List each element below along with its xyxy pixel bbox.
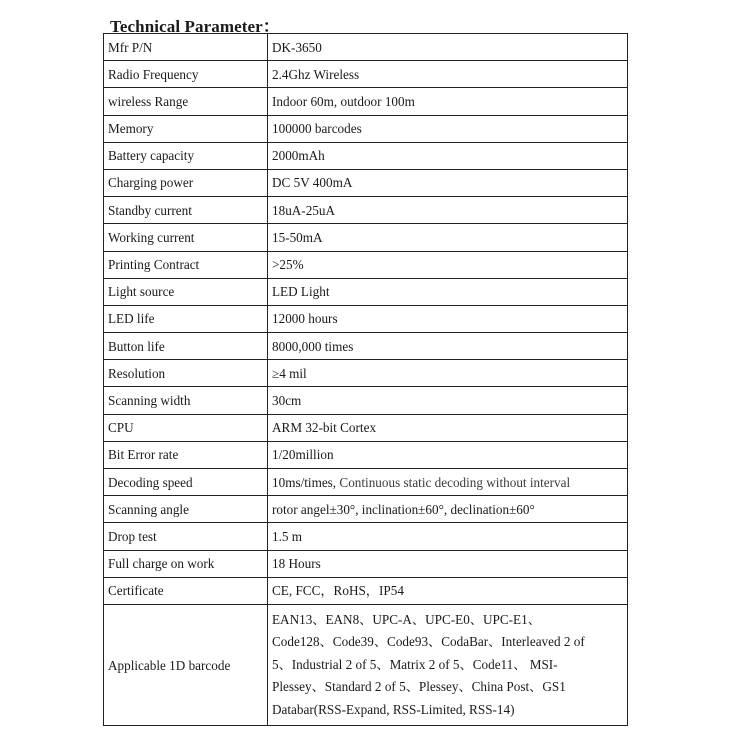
param-label: Applicable 1D barcode	[104, 604, 268, 726]
barcode-line: Plessey、Standard 2 of 5、Plessey、China Post、GS1	[272, 679, 566, 695]
decoding-speed-value: 10ms/times,	[272, 474, 337, 490]
param-value: ARM 32-bit Cortex	[268, 414, 628, 441]
param-value: 100000 barcodes	[268, 115, 628, 142]
table-row	[104, 577, 628, 604]
table-row	[104, 224, 628, 251]
param-label: Scanning width	[104, 387, 268, 414]
technical-parameter-table	[103, 33, 628, 726]
param-label: Radio Frequency	[104, 61, 268, 88]
param-label: Charging power	[104, 169, 268, 196]
param-label: Battery capacity	[104, 142, 268, 169]
param-value: DC 5V 400mA	[268, 169, 628, 196]
param-value: ≥4 mil	[268, 360, 628, 387]
table-row	[104, 142, 628, 169]
table-row	[104, 469, 628, 496]
param-label: Memory	[104, 115, 268, 142]
table-row	[104, 333, 628, 360]
param-value: >25%	[268, 251, 628, 278]
param-label: Drop test	[104, 523, 268, 550]
param-label: Standby current	[104, 197, 268, 224]
param-value: 2000mAh	[268, 142, 628, 169]
table-row	[104, 305, 628, 332]
table-row	[104, 387, 628, 414]
param-label: Decoding speed	[104, 469, 268, 496]
param-label: Mfr P/N	[104, 34, 268, 61]
param-value: 12000 hours	[268, 305, 628, 332]
barcode-line: 5、Industrial 2 of 5、Matrix 2 of 5、Code11、 MSI-	[272, 656, 558, 672]
param-value: 1.5 m	[268, 523, 628, 550]
param-label: LED life	[104, 305, 268, 332]
param-value: rotor angel±30°, inclination±60°, declination±60°	[268, 496, 628, 523]
table-row	[104, 197, 628, 224]
param-label: Full charge on work	[104, 550, 268, 577]
param-value: 30cm	[268, 387, 628, 414]
param-value: 8000,000 times	[268, 333, 628, 360]
table-row	[104, 360, 628, 387]
param-label: Certificate	[104, 577, 268, 604]
table-row	[104, 115, 628, 142]
table-row	[104, 251, 628, 278]
param-value: DK-3650	[268, 34, 628, 61]
param-label: wireless Range	[104, 88, 268, 115]
param-value: 18uA-25uA	[268, 197, 628, 224]
param-value: 18 Hours	[268, 550, 628, 577]
table-row	[104, 523, 628, 550]
table-row	[104, 550, 628, 577]
table-row	[104, 441, 628, 468]
param-value: 15-50mA	[268, 224, 628, 251]
table-row	[104, 496, 628, 523]
param-label: CPU	[104, 414, 268, 441]
table-row	[104, 414, 628, 441]
param-value: LED Light	[268, 278, 628, 305]
param-value	[268, 469, 628, 496]
table-row-barcodes	[104, 604, 628, 726]
barcode-list	[268, 604, 628, 726]
param-value: 2.4Ghz Wireless	[268, 61, 628, 88]
param-label: Light source	[104, 278, 268, 305]
barcode-line: Databar(RSS-Expand, RSS-Limited, RSS-14)	[272, 701, 515, 717]
param-label: Working current	[104, 224, 268, 251]
param-label: Scanning angle	[104, 496, 268, 523]
table-row	[104, 61, 628, 88]
table-row	[104, 88, 628, 115]
table-row	[104, 169, 628, 196]
param-label: Resolution	[104, 360, 268, 387]
param-value: 1/20million	[268, 441, 628, 468]
barcode-line: EAN13、EAN8、UPC-A、UPC-E0、UPC-E1、	[272, 611, 541, 627]
param-label: Button life	[104, 333, 268, 360]
param-label: Bit Error rate	[104, 441, 268, 468]
page-title: Technical Parameter：	[110, 17, 280, 36]
decoding-speed-note: Continuous static decoding without interval	[336, 474, 571, 490]
param-label: Printing Contract	[104, 251, 268, 278]
table-row	[104, 278, 628, 305]
param-value: Indoor 60m, outdoor 100m	[268, 88, 628, 115]
barcode-line: Code128、Code39、Code93、CodaBar、Interleaved 2 of	[272, 634, 585, 650]
table-row	[104, 34, 628, 61]
param-value: CE, FCC，RoHS，IP54	[268, 577, 628, 604]
